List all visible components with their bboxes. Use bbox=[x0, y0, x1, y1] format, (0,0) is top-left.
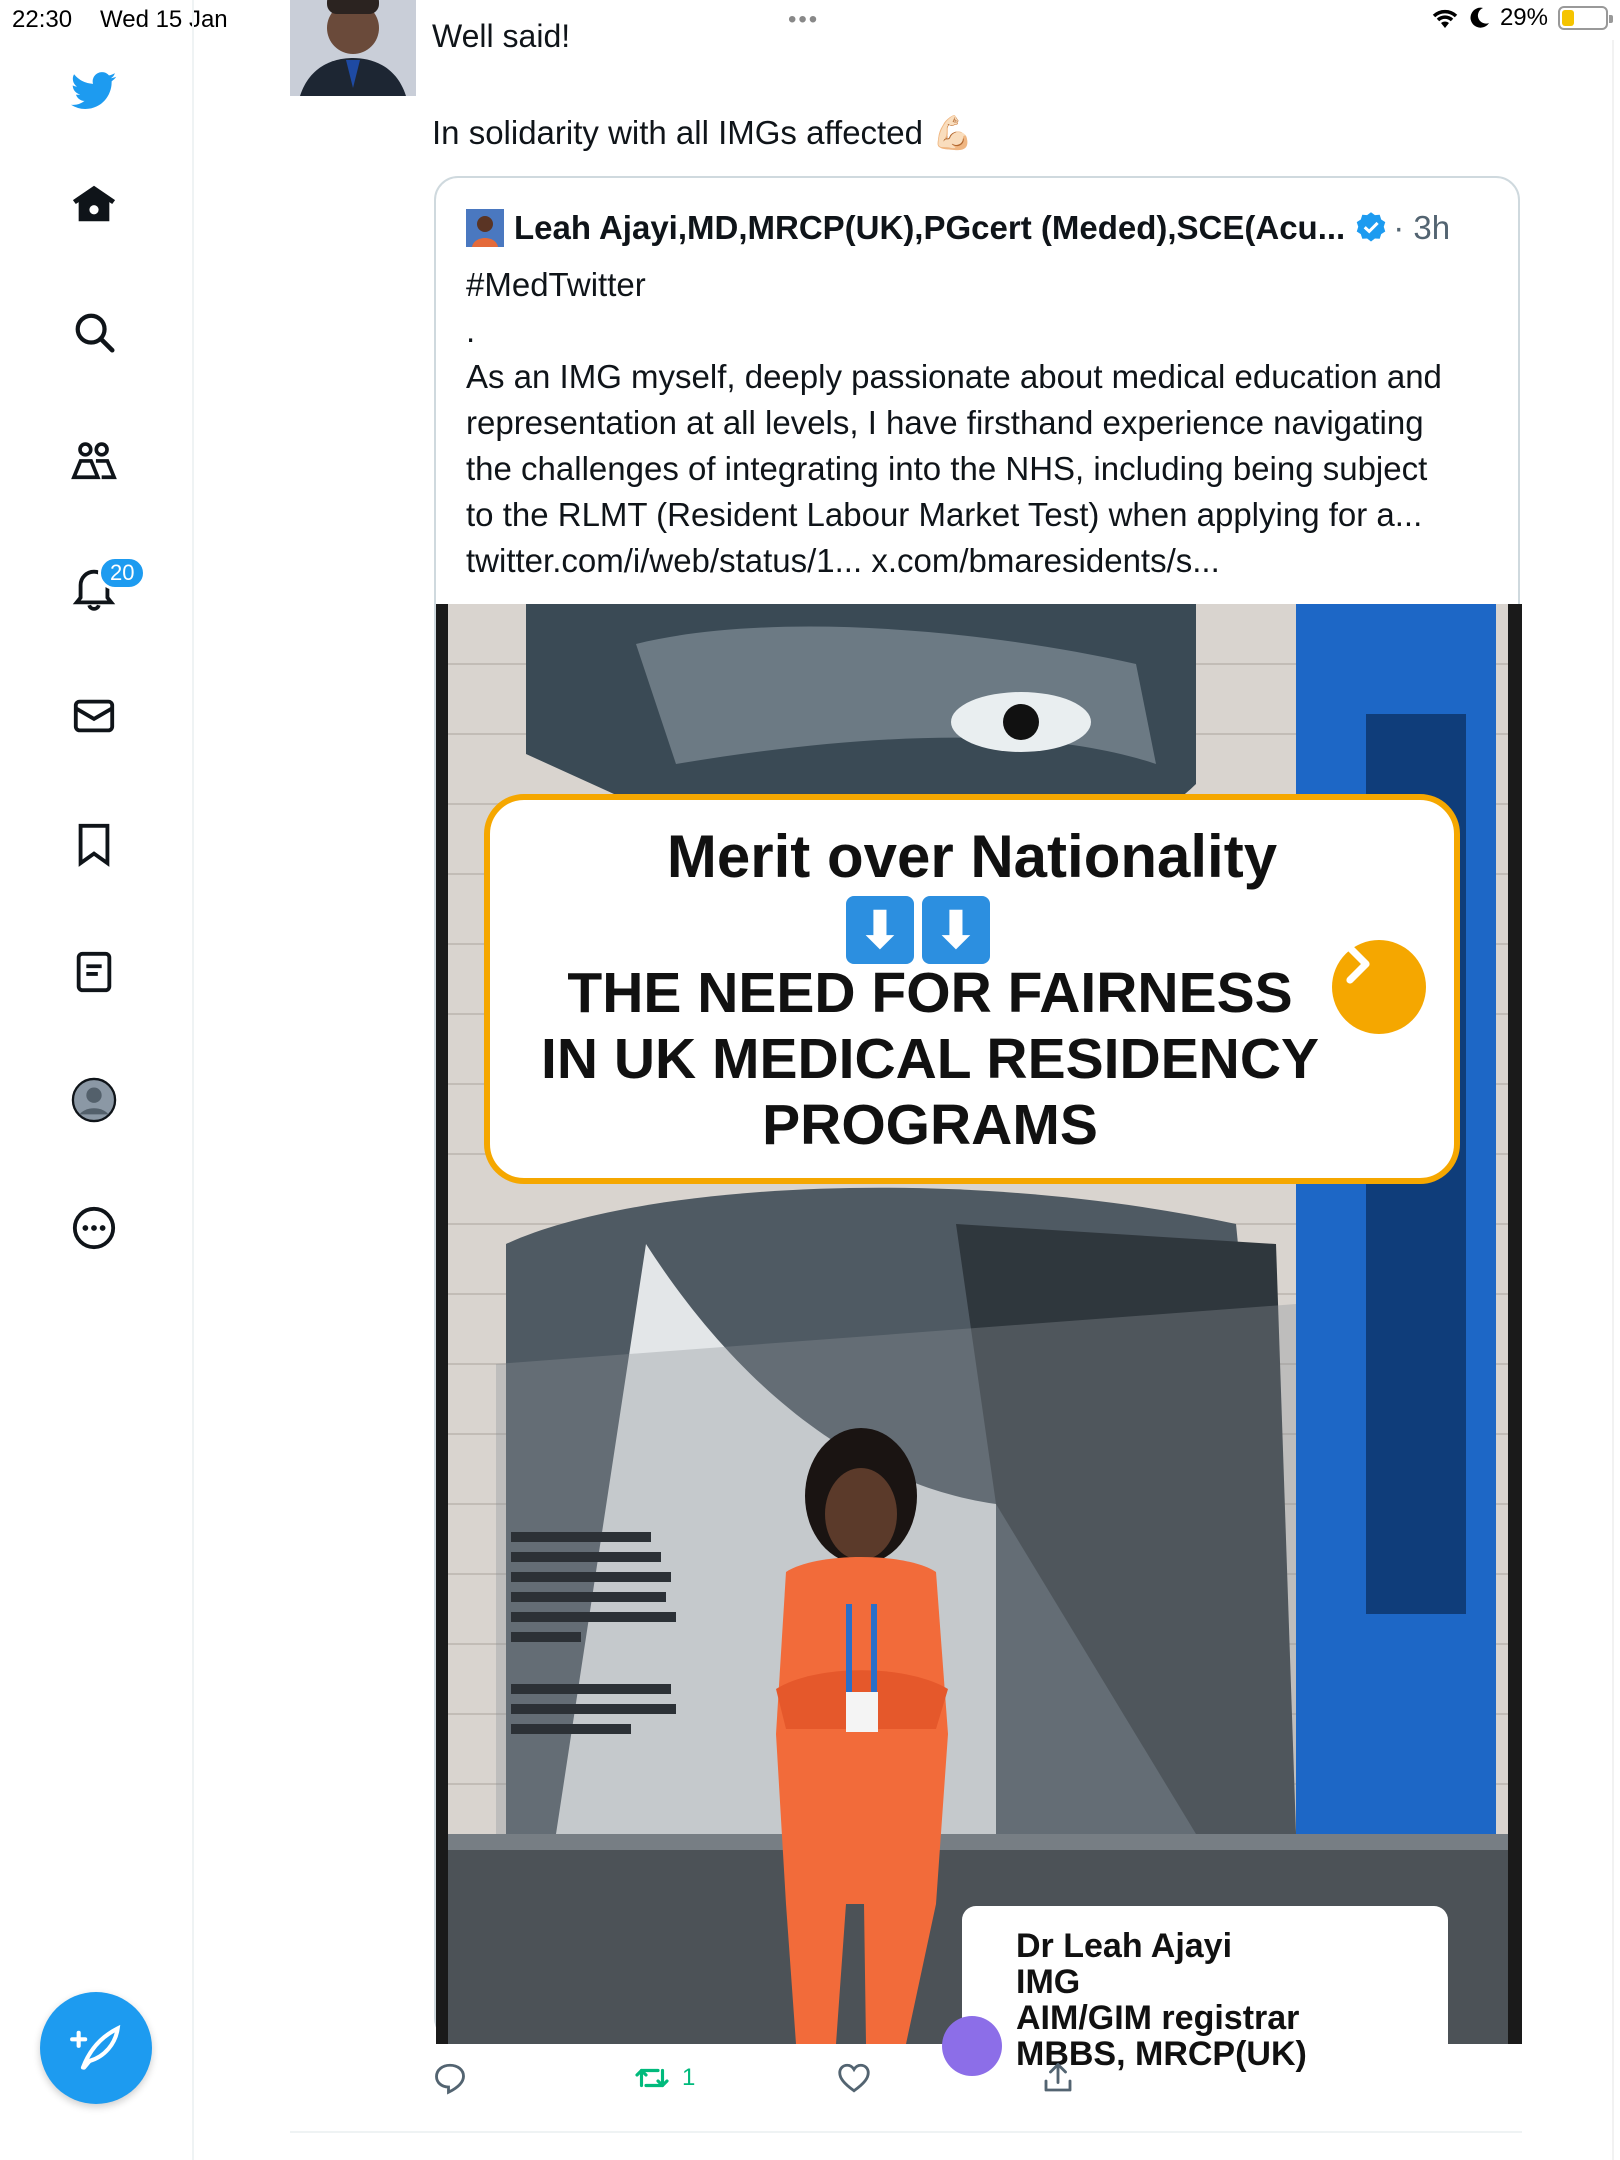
profile-icon[interactable] bbox=[66, 1072, 122, 1128]
quoted-text-line: As an IMG myself, deeply passionate about medical education and bbox=[466, 358, 1442, 395]
tweet-partial-text: Well said! bbox=[432, 18, 571, 54]
quoted-links-line[interactable]: twitter.com/i/web/status/1... x.com/bmaresidents/s... bbox=[466, 542, 1220, 579]
quoted-tweet-time[interactable]: · 3h bbox=[1393, 209, 1451, 246]
hashtag-link[interactable]: #MedTwitter bbox=[466, 266, 646, 303]
bookmarks-icon[interactable] bbox=[66, 816, 122, 872]
status-bar bbox=[0, 0, 1620, 40]
caption-line: MBBS, MRCP(UK) bbox=[1016, 2035, 1307, 2073]
tweet-action-bar bbox=[432, 2060, 1522, 2104]
status-date: Wed 15 Jan bbox=[100, 6, 228, 33]
search-icon[interactable] bbox=[66, 304, 122, 360]
down-arrows bbox=[846, 896, 990, 964]
quoted-text-line: representation at all levels, I have firsthand experience navigating bbox=[466, 404, 1424, 441]
communities-icon[interactable] bbox=[66, 432, 122, 488]
quoted-tweet-header bbox=[466, 206, 1450, 250]
battery-percent: 29% bbox=[1499, 4, 1548, 31]
multitasking-dots-icon[interactable]: ••• bbox=[788, 6, 820, 33]
media-subheadline-line: IN UK MEDICAL RESIDENCY bbox=[540, 1027, 1320, 1091]
compose-tweet-icon bbox=[70, 2022, 122, 2074]
caption-line: Dr Leah Ajayi bbox=[1016, 1927, 1233, 1965]
media-subheadline-line: PROGRAMS bbox=[762, 1093, 1098, 1157]
moon-icon bbox=[1470, 7, 1490, 29]
retweet-icon bbox=[634, 2060, 670, 2096]
lists-icon[interactable] bbox=[66, 944, 122, 1000]
down-arrow-icon: ⬇ bbox=[922, 896, 990, 964]
quoted-media-image[interactable] bbox=[436, 604, 1522, 2073]
battery-icon bbox=[1558, 6, 1608, 30]
quoted-text-line: . bbox=[466, 312, 476, 349]
notifications-badge: 20 bbox=[98, 556, 146, 590]
media-subheadline-line: THE NEED FOR FAIRNESS bbox=[567, 961, 1293, 1025]
more-icon[interactable] bbox=[66, 1200, 122, 1256]
status-time: 22:30 bbox=[12, 6, 73, 33]
reply-button[interactable] bbox=[432, 2060, 480, 2096]
compose-tweet-button[interactable] bbox=[40, 1992, 152, 2104]
like-button[interactable] bbox=[836, 2060, 884, 2096]
down-arrow-icon: ⬇ bbox=[846, 896, 914, 964]
media-caption-card bbox=[962, 1906, 1448, 2073]
retweet-button[interactable] bbox=[634, 2060, 695, 2096]
caption-line: IMG bbox=[1016, 1963, 1081, 2001]
media-subheadline bbox=[490, 960, 1370, 1158]
verified-badge-icon bbox=[1353, 210, 1389, 246]
wifi-icon bbox=[1430, 6, 1460, 30]
twitter-logo-icon[interactable] bbox=[66, 62, 122, 118]
quoted-author-name[interactable]: Leah Ajayi,MD,MRCP(UK),PGcert (Meded),SCE(Acu... bbox=[514, 209, 1346, 246]
quoted-tweet-card[interactable] bbox=[434, 176, 1520, 2073]
quoted-text-line: to the RLMT (Resident Labour Market Test) when applying for a... bbox=[466, 496, 1423, 533]
heart-icon bbox=[836, 2060, 872, 2096]
home-icon[interactable] bbox=[66, 176, 122, 232]
messages-icon[interactable] bbox=[66, 688, 122, 744]
sidebar bbox=[0, 0, 194, 2160]
share-icon bbox=[1040, 2060, 1076, 2096]
caption-line: AIM/GIM registrar bbox=[1016, 1999, 1300, 2037]
quoted-tweet-body bbox=[466, 262, 1496, 584]
share-button[interactable] bbox=[1040, 2060, 1076, 2096]
author-avatar[interactable] bbox=[290, 0, 416, 96]
status-right bbox=[1430, 4, 1608, 32]
quoted-author-avatar[interactable] bbox=[466, 209, 504, 247]
tweet-divider bbox=[290, 2131, 1522, 2133]
reply-icon bbox=[432, 2060, 468, 2096]
scrollbar[interactable] bbox=[1612, 40, 1614, 2160]
quoted-text-line: the challenges of integrating into the NHS, including being subject bbox=[466, 450, 1428, 487]
media-headline: Merit over Nationality bbox=[666, 823, 1278, 890]
tweet-text: In solidarity with all IMGs affected 💪🏻 bbox=[432, 114, 974, 151]
retweet-count: 1 bbox=[682, 2064, 696, 2091]
media-headline-card bbox=[484, 794, 1460, 1184]
chevron-right-icon bbox=[1332, 940, 1426, 1034]
